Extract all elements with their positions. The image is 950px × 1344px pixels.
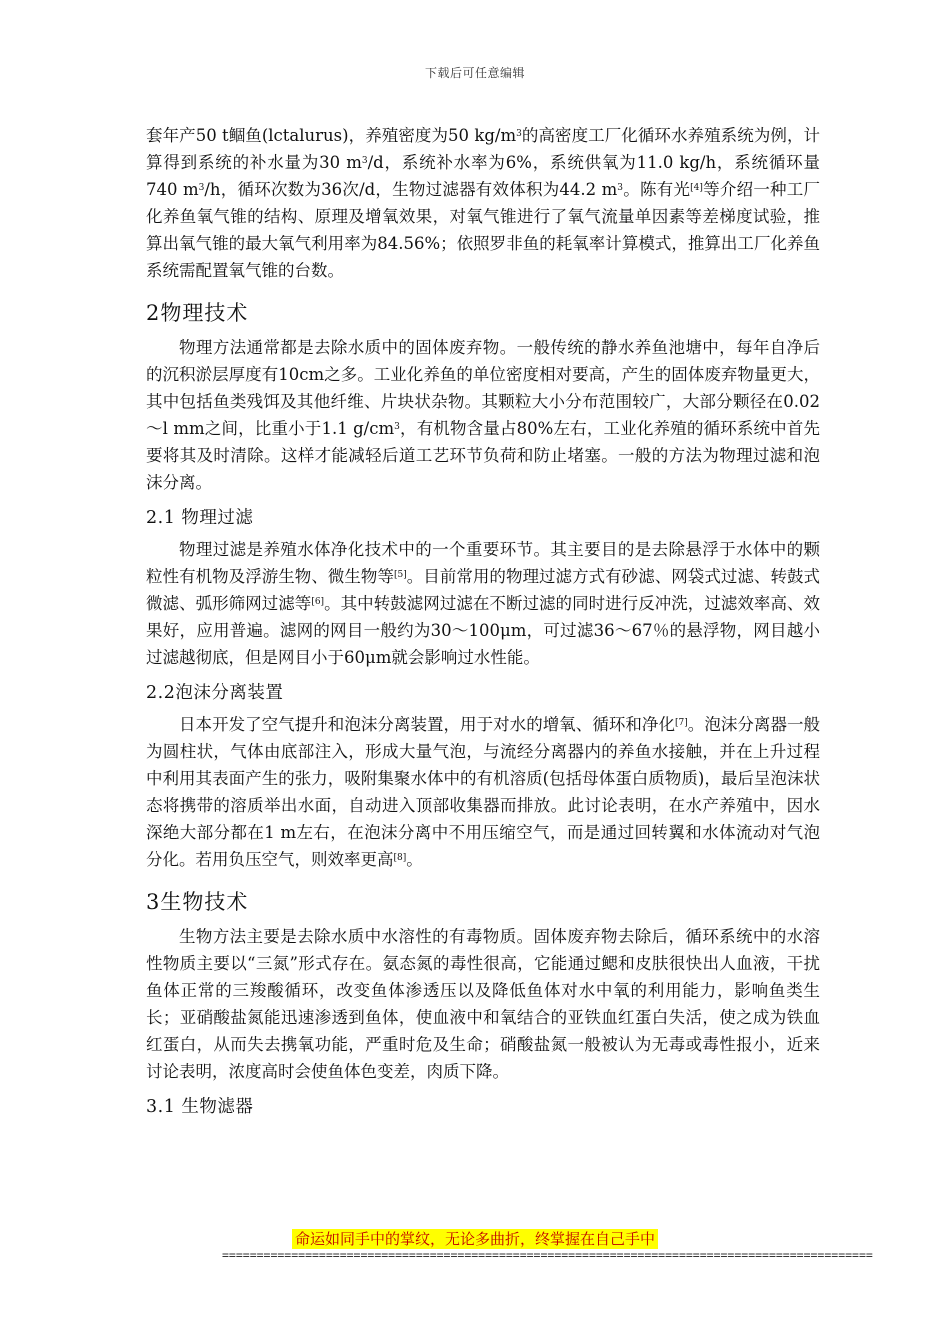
- section-heading-2-1: 2.1 物理过滤: [146, 508, 254, 528]
- intro-paragraph: 套年产50 t鲴鱼(lctalurus)，养殖密度为50 $kg/m^3$的高密度工厂化循环水养殖系统为例，计算得到系统的补水量为30 $m^3/d$，系统补水率为6%，系统供氧为11.0 kg/h，系统循环量740 $m^3/h$，循环次数为36次/d，生物过滤器有效体积为44.2 $m^3$。陈有光[4]等介绍一种工厂化养鱼氧气锥的结构、原理及增氧效果，对氧气锥进行了氧气流量单因素等差梯度试验，推算出氧气锥的最大氧气利用率为84.56%；依照罗非鱼的耗氧率计算模式，推算出工厂化养鱼系统需配置氧气锥的台数。: [146, 126, 821, 280]
- citation-ref: [8]: [393, 853, 407, 864]
- section-heading-3: 3生物技术: [146, 890, 249, 914]
- section-heading-3-1: 3.1 生物滤器: [146, 1097, 254, 1117]
- footer-motto: [0, 1228, 950, 1249]
- section-heading-2: 2物理技术: [146, 301, 249, 325]
- section-3-paragraph: 生物方法主要是去除水质中水溶性的有毒物质。固体废弃物去除后，循环系统中的水溶性物质主要以“三氮”形式存在。氨态氮的毒性很高，它能通过鳃和皮肤很快出人血液，干扰鱼体正常的三羧酸循环，改变鱼体渗透压以及降低鱼体对水中氧的利用能力，影响鱼类生长；亚硝酸盐氮能迅速渗透到鱼体，使血液中和氧结合的亚铁血红蛋白失活，使之成为铁血红蛋白，从而失去携氧功能，严重时危及生命；硝酸盐氮一般被认为无毒或毒性报小，近来讨论表明，浓度高时会使鱼体色变差，肉质下降。: [146, 927, 820, 1081]
- document-body: [146, 122, 820, 1121]
- section-2-2-paragraph: 日本开发了空气提升和泡沫分离装置，用于对水的增氧、循环和净化[7]。泡沫分离器一般为圆柱状，气体由底部注入，形成大量气泡，与流经分离器内的养鱼水接触，并在上升过程中利用其表面产生的张力，吸附集聚水体中的有机溶质(包括母体蛋白质物质)，最后呈泡沫状态将携带的溶质举出水面，自动进入顶部收集器而排放。此讨论表明，在水产养殖中，因水深绝大部分都在1 m左右，在泡沫分离中不用压缩空气，而是通过回转翼和水体流动对气泡分化。若用负压空气，则效率更高[8]。: [146, 715, 821, 869]
- citation-ref: [7]: [675, 718, 688, 729]
- page-header: 下载后可任意编辑: [424, 66, 525, 80]
- citation-ref: [6]: [311, 597, 325, 608]
- footer-divider: ==============================================================================================: [222, 1248, 873, 1262]
- section-2-1-paragraph: 物理过滤是养殖水体净化技术中的一个重要环节。其主要目的是去除悬浮于水体中的颗粒性有机物及浮游生物、微生物等[5]。目前常用的物理过滤方式有砂滤、网袋式过滤、转鼓式微滤、弧形筛网过滤等[6]。其中转鼓滤网过滤在不断过滤的同时进行反冲洗，过滤效率高、效果好，应用普遍。滤网的网目一般约为30～100μm，可过滤36～67％的悬浮物，网目越小过滤越彻底，但是网目小于60μm就会影响过水性能。: [146, 540, 820, 667]
- section-2-paragraph: 物理方法通常都是去除水质中的固体废弃物。一般传统的静水养鱼池塘中，每年自净后的沉积淤层厚度有10cm之多。工业化养鱼的单位密度相对要高，产生的固体废弃物量更大，其中包括鱼类残饵及其他纤维、片块状杂物。其颗粒大小分布范围较广，大部分颗径在0.02～l mm之间，比重小于1.1 $g/cm^3$，有机物含量占80%左右，工业化养殖的循环系统中首先要将其及时清除。这样才能减轻后道工艺环节负荷和防止堵塞。一般的方法为物理过滤和泡沫分离。: [146, 338, 820, 492]
- footer-motto-text: 命运如同手中的掌纹，无论多曲折，终掌握在自己手中: [292, 1229, 658, 1249]
- citation-ref: [5]: [393, 570, 407, 581]
- citation-ref: [4]: [690, 183, 703, 194]
- section-heading-2-2: 2.2泡沫分离装置: [146, 683, 284, 703]
